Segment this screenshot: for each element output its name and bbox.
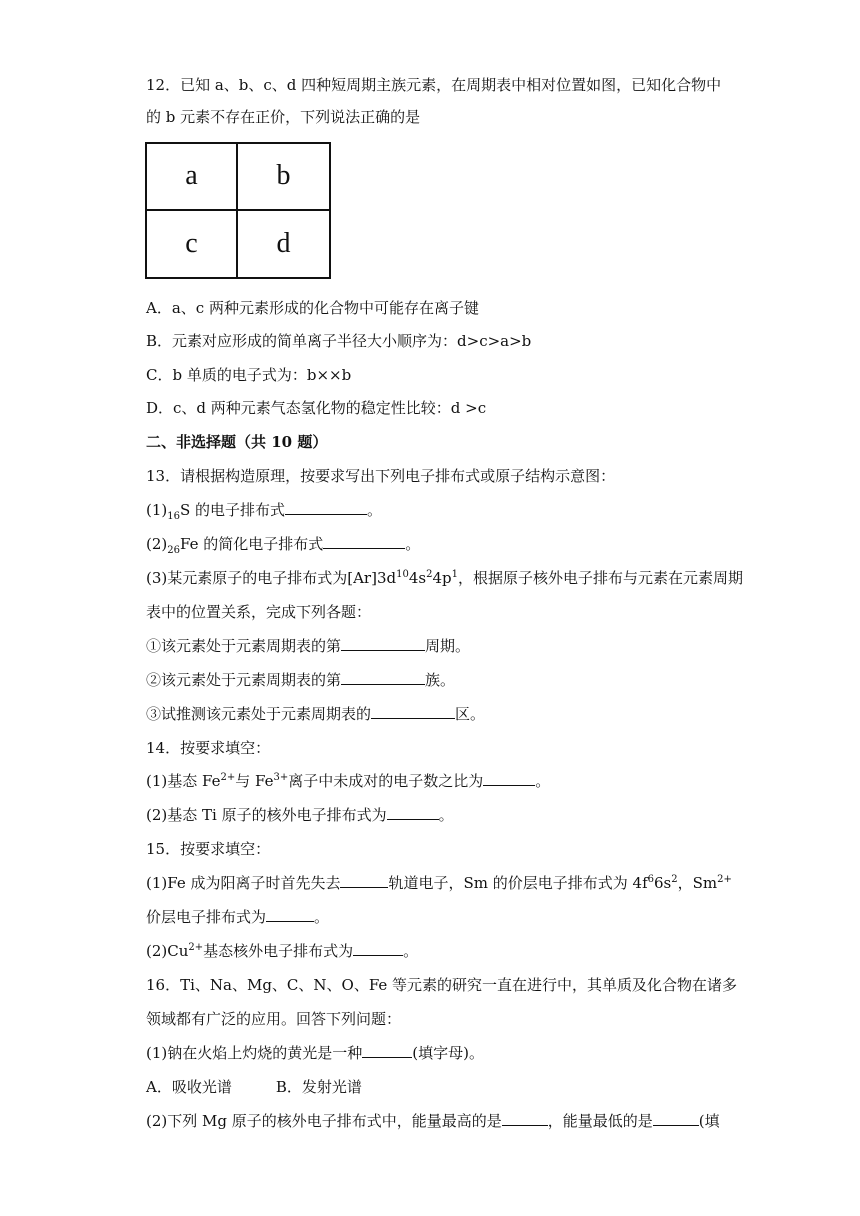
q14-p1-text-b: 与 Fe	[235, 772, 274, 790]
q13-p3-text-b: 4s	[408, 569, 427, 587]
q12-option-b: B．元素对应形成的简单离子半径大小顺序为：d>c>a>b	[146, 332, 532, 350]
q15-part1-line2	[146, 906, 329, 928]
q16-p2-text-a: (2)下列 Mg 原子的核外电子排布式中，能量最高的是	[146, 1112, 502, 1130]
q13-s2-text: ②该元素处于元素周期表的第	[146, 671, 342, 689]
answer-blank[interactable]	[387, 805, 439, 820]
q12-stem-line1: 12．已知 a、b、c、d 四种短周期主族元素，在周期表中相对位置如图，已知化合物中	[146, 76, 722, 94]
q13-part1	[146, 499, 382, 521]
q14-p1-sup1: 2+	[220, 772, 236, 783]
q16-option-b: B．发射光谱	[275, 1078, 362, 1096]
grid-cell-b: b	[238, 144, 329, 211]
q13-p1-text: S 的电子排布式	[179, 501, 286, 519]
q12-stem-line2: 的 b 元素不存在正价，下列说法正确的是	[146, 108, 421, 126]
answer-blank[interactable]	[371, 704, 455, 719]
q12-option-d: D．c、d 两种元素气态氢化物的稳定性比较：d >c	[146, 399, 487, 417]
q14-part2	[146, 804, 454, 826]
q15-p1-text-a: (1)Fe 成为阳离子时首先失去	[146, 874, 341, 892]
q16-p2-text-c: (填	[698, 1112, 720, 1130]
q13-sub1	[146, 635, 470, 657]
period-mark: 。	[367, 501, 383, 519]
q13-p2-text: Fe 的简化电子排布式	[179, 535, 324, 553]
q12-option-a: A．a、c 两种元素形成的化合物中可能存在离子键	[146, 299, 479, 317]
q16-stem-line2: 领域都有广泛的应用。回答下列问题：	[146, 1010, 402, 1028]
q13-s1-suffix: 周期。	[425, 637, 471, 655]
q15-p1-sup1: 6	[647, 874, 654, 885]
q13-part3-line2: 表中的位置关系，完成下列各题：	[146, 603, 372, 621]
answer-blank[interactable]	[285, 500, 367, 515]
q14-p1-text-c: 离子中未成对的电子数之比为	[288, 772, 484, 790]
q13-p3-sup2: 2	[426, 569, 433, 580]
q13-s3-text: ③试推测该元素处于元素周期表的	[146, 705, 372, 723]
q15-p1-line2-text: 价层电子排布式为	[146, 908, 267, 926]
q14-p2-text: (2)基态 Ti 原子的核外电子排布式为	[146, 806, 387, 824]
q14-p1-text-a: (1)基态 Fe	[146, 772, 221, 790]
answer-blank[interactable]	[340, 873, 388, 888]
answer-blank[interactable]	[502, 1111, 548, 1126]
period-mark: 。	[438, 806, 454, 824]
q13-s3-suffix: 区。	[455, 705, 486, 723]
q13-sub3	[146, 703, 485, 725]
q15-part1-line1	[146, 872, 732, 894]
q15-p2-text-b: 基态核外电子排布式为	[203, 942, 354, 960]
answer-blank[interactable]	[323, 534, 405, 549]
q13-s2-suffix: 族。	[425, 671, 456, 689]
q13-intro: 13．请根据构造原理，按要求写出下列电子排布式或原子结构示意图：	[146, 467, 616, 485]
q15-p1-sup2: 2	[671, 874, 678, 885]
q14-p1-sup2: 3+	[273, 772, 289, 783]
q16-part2	[146, 1110, 720, 1132]
q15-p1-sup3: 2+	[717, 874, 732, 885]
q15-part2	[146, 940, 418, 962]
grid-cell-a: a	[147, 144, 238, 211]
q15-p1-text-d: ，Sm	[677, 874, 718, 892]
q13-p1-prefix: (1)	[146, 501, 168, 519]
q15-intro: 15．按要求填空：	[146, 840, 271, 858]
q16-p2-text-b: ，能量最低的是	[547, 1112, 653, 1130]
q16-stem-line1: 16．Ti、Na、Mg、C、N、O、Fe 等元素的研究一直在进行中，其单质及化合物在诸多	[146, 976, 738, 994]
section-heading: 二、非选择题（共 10 题）	[146, 433, 328, 451]
period-mark: 。	[403, 942, 419, 960]
q13-p3-sup1: 10	[396, 569, 409, 580]
q14-part1	[146, 770, 550, 792]
q16-p1-text-b: (填字母)。	[412, 1044, 484, 1062]
q14-intro: 14．按要求填空：	[146, 739, 271, 757]
q13-p3-text-a: (3)某元素原子的电子排布式为[Ar]3d	[146, 569, 397, 587]
q16-options	[146, 1076, 362, 1098]
q12-option-c: C．b 单质的电子式为：b××b	[146, 366, 352, 384]
q13-part2	[146, 533, 420, 555]
q13-s1-text: ①该元素处于元素周期表的第	[146, 637, 342, 655]
q13-part3-line1	[146, 567, 743, 589]
grid-cell-c: c	[147, 211, 238, 278]
q13-sub2	[146, 669, 455, 691]
answer-blank[interactable]	[341, 636, 425, 651]
q13-p2-sub: 26	[167, 545, 180, 556]
answer-blank[interactable]	[483, 771, 535, 786]
period-mark: 。	[314, 908, 330, 926]
grid-cell-d: d	[276, 227, 291, 259]
period-mark: 。	[535, 772, 551, 790]
answer-blank[interactable]	[341, 670, 425, 685]
answer-blank[interactable]	[362, 1043, 412, 1058]
q15-p2-sup: 2+	[188, 942, 204, 953]
q13-p1-sub: 16	[167, 511, 180, 522]
q15-p1-text-c: 6s	[654, 874, 672, 892]
q15-p1-text-b: 轨道电子，Sm 的价层电子排布式为 4f	[388, 874, 648, 892]
q16-p1-text-a: (1)钠在火焰上灼烧的黄光是一种	[146, 1044, 363, 1062]
answer-blank[interactable]	[266, 907, 314, 922]
q13-p3-text-d: ，根据原子核外电子排布与元素在元素周期	[458, 569, 744, 587]
period-mark: 。	[405, 535, 421, 553]
q16-part1	[146, 1042, 484, 1064]
periodic-position-grid	[145, 142, 331, 279]
answer-blank[interactable]	[353, 941, 403, 956]
answer-blank[interactable]	[653, 1111, 699, 1126]
q13-p2-prefix: (2)	[146, 535, 168, 553]
q13-p3-text-c: 4p	[432, 569, 452, 587]
q16-option-a: A．吸收光谱	[146, 1078, 232, 1096]
q13-p3-sup3: 1	[451, 569, 458, 580]
q15-p2-text-a: (2)Cu	[146, 942, 189, 960]
